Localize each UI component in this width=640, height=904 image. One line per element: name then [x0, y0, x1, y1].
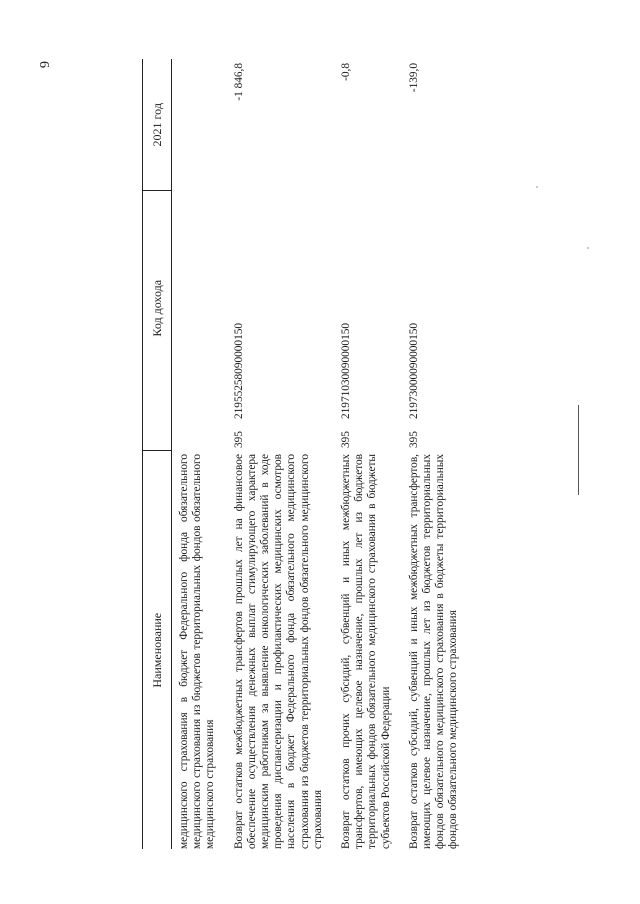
row-name: Возврат остатков прочих субсидий, субвенций и иных межбюджетных трансфертов, имеющих целевое назначение, прошлых лет из бюджетов территориальных фондов обязательного медицинского страхования в бюджеты субъектов Российской Федерации: [340, 454, 392, 849]
row-admin-code: [172, 425, 227, 451]
row-value: -0,8: [340, 63, 353, 81]
row-admin-code: 395: [232, 431, 245, 448]
header-name: Наименование: [143, 451, 172, 849]
row-value: -1 846,8: [232, 63, 245, 101]
row-revenue-code: 21955258090000150: [232, 322, 245, 419]
row-admin-code: 395: [407, 431, 420, 448]
row-revenue-code: 21973000090000150: [407, 322, 420, 419]
signature-line: [578, 405, 579, 495]
header-year: 2021 год: [143, 59, 172, 191]
revenue-table: [142, 59, 470, 849]
row-name: медицинского страхования в бюджет Федерального фонда обязательного медицинского страхования из бюджетов территориальных фондов обязательного медицинского страхования: [178, 454, 217, 849]
table-header-row: [143, 59, 172, 849]
row-revenue-code: 21971030090000150: [340, 322, 353, 419]
table-row: [227, 59, 334, 849]
table-row: [402, 59, 470, 849]
row-name: Возврат остатков межбюджетных трансфертов прошлых лет на финансовое обеспечение осуществления денежных выплат стимулирующего характера медицинским работникам за выявление онкологических заболеваний в ходе проведения диспансеризации и профилактических медицинских осмотров населения в бюджет Федерального фонда обязательного медицинского страхования из бюджетов территориальных фондов обязательного медицинского страхования: [232, 454, 324, 849]
row-value: -139,0: [407, 63, 420, 93]
rotated-table-area: [142, 59, 537, 849]
row-name: Возврат остатков субсидий, субвенций и иных межбюджетных трансфертов, имеющих целевое назначение, прошлых лет из бюджетов территориальных фондов обязательного медицинского страхования в бюджеты территориальных фондов обязательного медицинского страхования: [407, 454, 460, 849]
header-code: Код дохода: [143, 191, 172, 425]
page-number: 6: [36, 61, 51, 68]
table-row: [172, 59, 227, 849]
scan-speck: [587, 247, 589, 249]
header-admin: [143, 425, 172, 451]
row-revenue-code: [172, 191, 227, 425]
scan-speck: [536, 186, 538, 188]
row-value: [172, 59, 227, 191]
row-admin-code: 395: [340, 431, 353, 448]
table-row: [334, 59, 402, 849]
